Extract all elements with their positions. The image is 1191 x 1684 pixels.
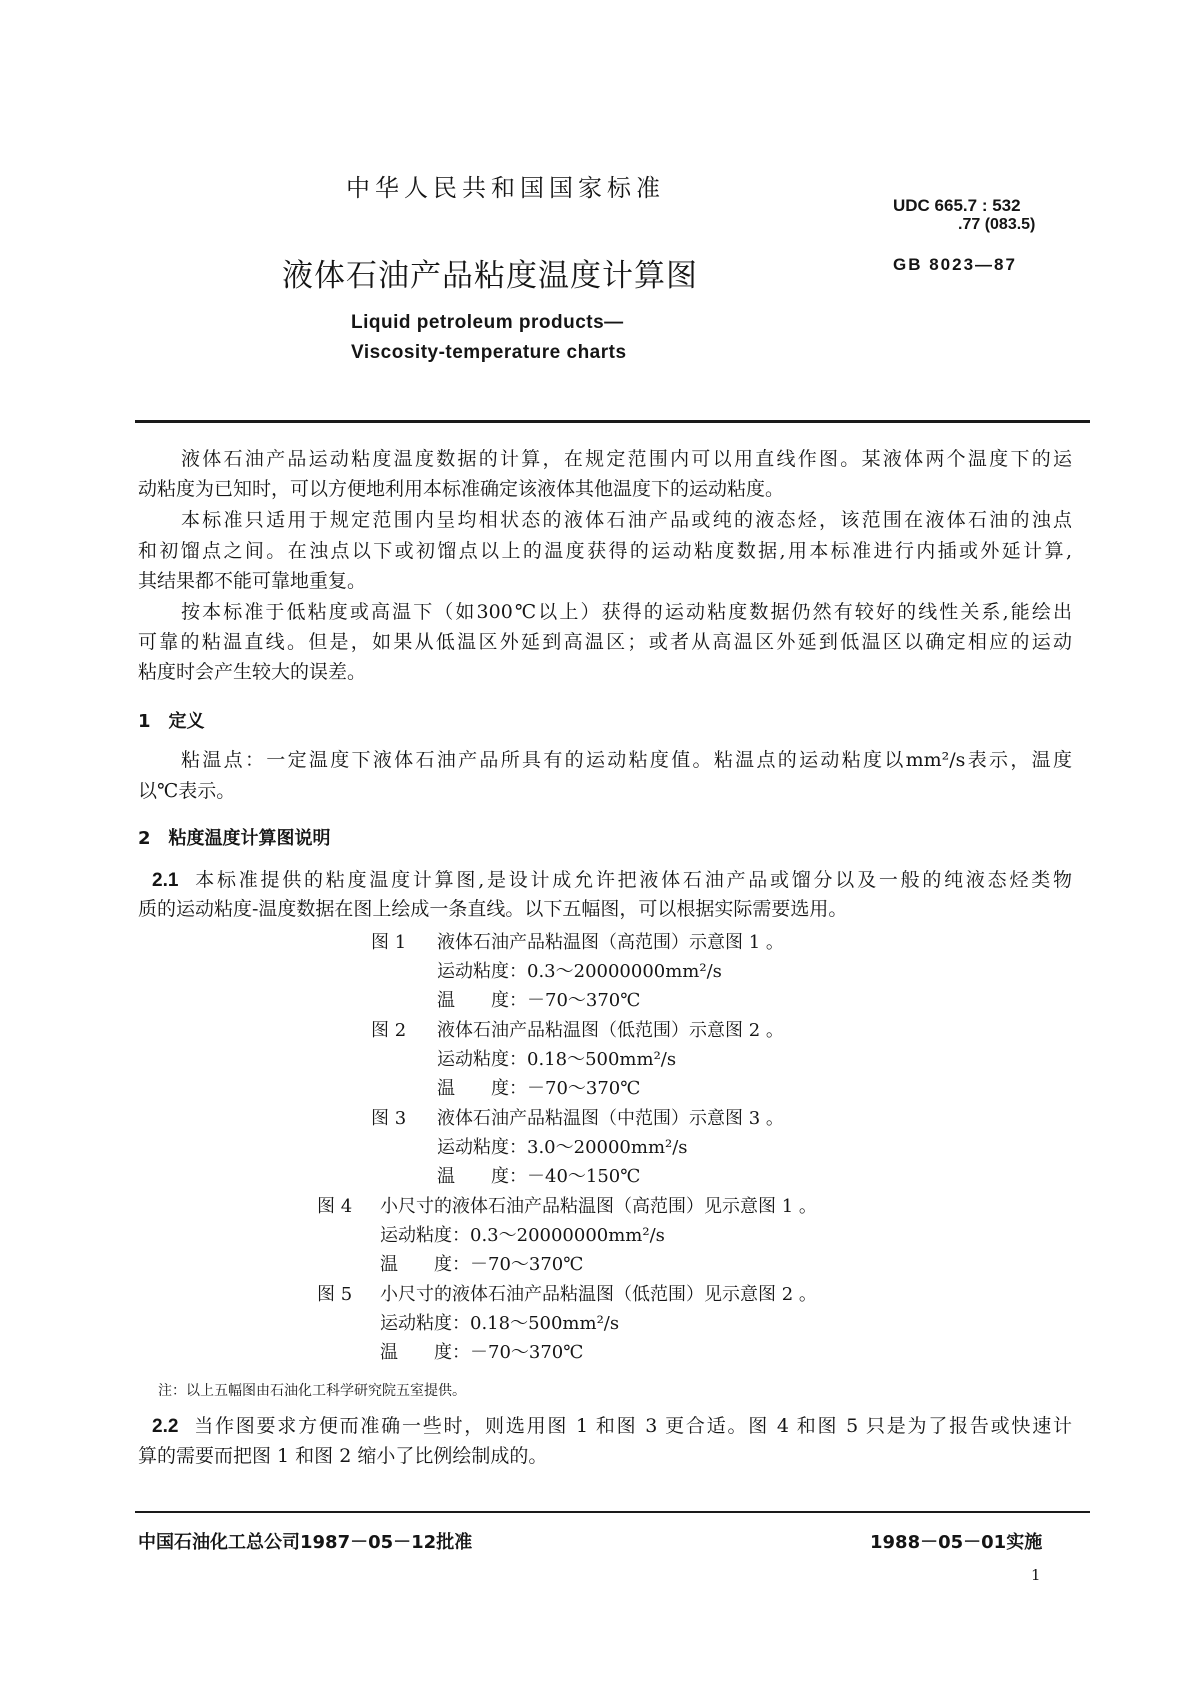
udc-code-line2: .77 (083.5) (958, 216, 1036, 233)
figure-label: 图 2 (371, 1020, 407, 1041)
figure-description: 液体石油产品粘温图（中范围）示意图 3 。 (437, 1108, 784, 1129)
intro-p3-line2: 可靠的粘温直线。但是，如果从低温区外延到高温区；或者从高温区外延到低温区以确定相应的运动 (138, 631, 1072, 653)
para-2-1-line2: 质的运动粘度-温度数据在图上绘成一条直线。以下五幅图，可以根据实际需要选用。 (138, 898, 848, 920)
para-2-1-line1 (152, 865, 1072, 895)
section-2-title: 粘度温度计算图说明 (168, 828, 331, 849)
para-2-1-text: 本标准提供的粘度温度计算图,是设计成允许把液体石油产品或馏分以及一般的纯液态烃类物 (192, 869, 1072, 891)
intro-p1-line1: 液体石油产品运动粘度温度数据的计算，在规定范围内可以用直线作图。某液体两个温度下的运 (181, 448, 1072, 470)
section-1-heading (138, 707, 223, 733)
para-2-2-line1 (152, 1411, 1072, 1441)
document-title-en-line2: Viscosity-temperature charts (351, 342, 627, 363)
national-standard-heading: 中华人民共和国国家标准 (346, 174, 665, 202)
figure-description: 小尺寸的液体石油产品粘温图（低范围）见示意图 2 。 (380, 1284, 817, 1305)
figure-viscosity-range: 运动粘度：0.18～500mm²/s (437, 1049, 677, 1070)
figure-temperature-range: 温 度：－70～370℃ (437, 1078, 641, 1099)
para-2-2-number: 2.2 (152, 1416, 179, 1437)
header-divider (135, 420, 1090, 423)
document-title-cn: 液体石油产品粘度温度计算图 (282, 258, 698, 294)
udc-code-line1: UDC 665.7 : 532 (893, 196, 1021, 215)
section-2-heading (138, 824, 349, 850)
figure-viscosity-range: 运动粘度：0.3～20000000mm²/s (437, 961, 722, 982)
definition-line2: 以℃表示。 (138, 780, 236, 802)
figure-label: 图 4 (317, 1196, 353, 1217)
intro-p2-line1: 本标准只适用于规定范围内呈均相状态的液体石油产品或纯的液态烃，该范围在液体石油的浊点 (181, 509, 1072, 531)
intro-p1-line2: 动粘度为已知时，可以方便地利用本标准确定该液体其他温度下的运动粘度。 (138, 478, 785, 500)
effective-date: 1988－05－01实施 (870, 1532, 1043, 1553)
figure-viscosity-range: 运动粘度：0.3～20000000mm²/s (380, 1225, 665, 1246)
approval-date: 中国石油化工总公司1987－05－12批准 (138, 1532, 473, 1553)
figure-description: 液体石油产品粘温图（低范围）示意图 2 。 (437, 1020, 784, 1041)
para-2-2-line2: 算的需要而把图 1 和图 2 缩小了比例绘制成的。 (138, 1445, 548, 1467)
figure-description: 小尺寸的液体石油产品粘温图（高范围）见示意图 1 。 (380, 1196, 817, 1217)
document-title-en-line1: Liquid petroleum products— (351, 312, 624, 333)
page-number: 1 (1031, 1566, 1041, 1584)
figure-label: 图 1 (371, 932, 407, 953)
figure-temperature-range: 温 度：－40～150℃ (437, 1166, 641, 1187)
figure-label: 图 3 (371, 1108, 407, 1129)
footer-divider (135, 1511, 1090, 1513)
figure-temperature-range: 温 度：－70～370℃ (380, 1342, 584, 1363)
definition-line1: 粘温点：一定温度下液体石油产品所具有的运动粘度值。粘温点的运动粘度以mm²/s表示，温度 (181, 749, 1072, 771)
standard-number: GB 8023—87 (893, 255, 1017, 274)
section-1-number: 1 (138, 711, 151, 732)
figure-temperature-range: 温 度：－70～370℃ (380, 1254, 584, 1275)
intro-p3-line3: 粘度时会产生较大的误差。 (138, 661, 367, 683)
figures-note: 注：以上五幅图由石油化工科学研究院五室提供。 (158, 1383, 466, 1399)
figure-viscosity-range: 运动粘度：0.18～500mm²/s (380, 1313, 620, 1334)
section-1-title: 定义 (168, 711, 205, 732)
intro-p3-line1: 按本标准于低粘度或高温下（如300℃以上）获得的运动粘度数据仍然有较好的线性关系,能绘出 (181, 601, 1072, 623)
figure-label: 图 5 (317, 1284, 353, 1305)
section-2-number: 2 (138, 828, 151, 849)
figure-viscosity-range: 运动粘度：3.0～20000mm²/s (437, 1137, 688, 1158)
intro-p2-line2: 和初馏点之间。在浊点以下或初馏点以上的温度获得的运动粘度数据,用本标准进行内插或外延计算, (138, 540, 1072, 562)
figure-temperature-range: 温 度：－70～370℃ (437, 990, 641, 1011)
figure-description: 液体石油产品粘温图（高范围）示意图 1 。 (437, 932, 784, 953)
para-2-2-text: 当作图要求方便而准确一些时，则选用图 1 和图 3 更合适。图 4 和图 5 只是为了报告或快速计 (192, 1415, 1072, 1437)
para-2-1-number: 2.1 (152, 870, 179, 891)
intro-p2-line3: 其结果都不能可靠地重复。 (138, 570, 367, 592)
